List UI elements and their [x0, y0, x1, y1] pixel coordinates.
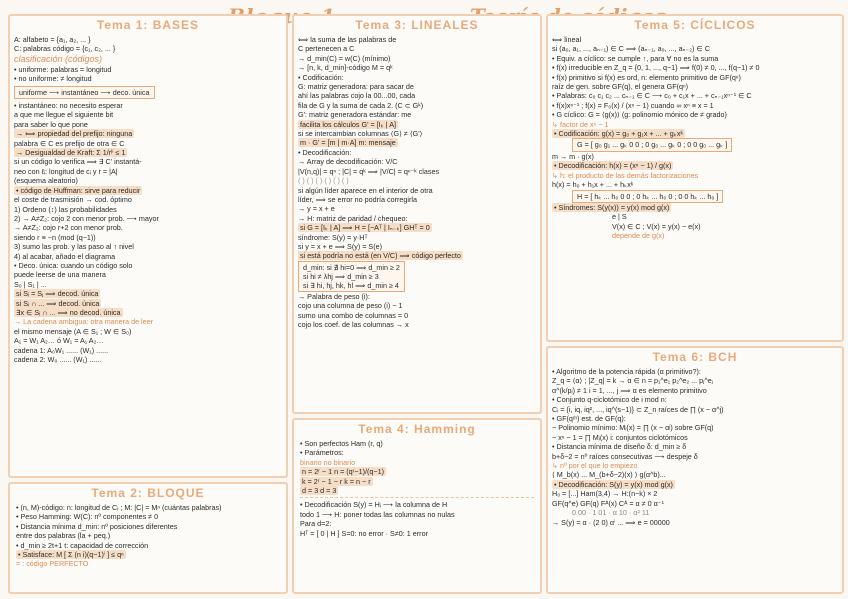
- text-line: • (n, M)-código: n: longitud de Cᵢ ; M: |C| = Mⁿ (cuántas palabras): [16, 503, 222, 512]
- text-line: Cᵢ = {i, iq, iq², ..., iq^(s−1)} ⊂ Z_n raíces de ∏ (x − α^j): [552, 404, 724, 414]
- panel-tema-4: [292, 418, 542, 594]
- text-line: • Algoritmo de la potencia rápida (α primitivo?):: [552, 367, 701, 376]
- highlight: si G = [Iₖ | A] ⟹ H = [−Aᵀ | Iₙ₋ₖ] GHᵀ = 0: [300, 223, 430, 233]
- text-line: [552, 129, 838, 138]
- matrix-box: H = [ hₖ ... h₀ 0 0 ; 0 hₖ ... h₀ 0 ; 0 0 hₖ ... h₀ ]: [572, 190, 723, 203]
- text-line: [552, 161, 838, 170]
- text-line: [298, 223, 536, 232]
- highlight: • Codificación: g(x) = g₀ + g₁x + ... + gₖxᵏ: [554, 129, 683, 139]
- text-line: • Peso Hamming: W(C): nº componentes ≠ 0: [16, 512, 159, 522]
- text-line: G': matriz generadora estándar: me: [298, 110, 412, 120]
- panel-title: Tema 1: BASES: [96, 18, 200, 32]
- text-line: [298, 120, 536, 129]
- text-line: → Array de decodificación: V/C: [298, 157, 398, 167]
- text-line: → Palabra de peso (i):: [298, 291, 370, 301]
- text-line: • d_min ≥ 2t+1 t: capacidad de corrección: [16, 540, 149, 550]
- text-line: C: palabras código = {c₁, c₂, ... }: [14, 44, 116, 54]
- text-line: [14, 129, 282, 138]
- highlight: → ⟺ propiedad del prefijo: ninguna: [16, 129, 133, 139]
- section-content: [10, 35, 286, 364]
- text-line: m → m · g(x): [552, 151, 594, 161]
- text-line: • Palabras: c₀ c₁ c₂ ... cₙ₋₁ ∈ C ⟶ c₀ + c₁x + ... + cₙ₋₁xⁿ⁻¹ ∈ C: [552, 91, 752, 101]
- text-line: si (a₀, a₁, ..., aₙ₋₁) ∈ C ⟹ (aₙ₋₁, a₀, ..., aₙ₋₂) ∈ C: [552, 44, 710, 54]
- text-line: V(x) ∈ C ; V(x) = y(x) − e(x): [612, 221, 701, 231]
- text-line: a que me llegue el siguiente bit: [14, 110, 114, 120]
- text-line: [14, 308, 282, 317]
- panel-title: Tema 5: CÍCLICOS: [634, 18, 756, 32]
- text-line: si se intercambian columnas ⟨G⟩ ≠ ⟨G'⟩: [298, 129, 423, 139]
- text-line: [14, 86, 282, 99]
- highlight: • Satisface: M [ Σ (n i)(q−1)ⁱ ] ≤ qⁿ: [18, 550, 124, 560]
- divider: [300, 497, 534, 498]
- text-line: cadena 1: A₀W₁ ...... (W₁) ......: [14, 345, 109, 355]
- text-line: depende de g(x): [612, 231, 665, 241]
- panel-tema-5: [546, 14, 844, 342]
- text-line: (esquema aleatorio): [14, 176, 78, 186]
- boxed-text: [298, 261, 405, 292]
- highlight: • Decodificación: h(x) = (xⁿ − 1) / g(x): [554, 161, 672, 171]
- text-line: G: matriz generadora: para sacar de: [298, 82, 414, 92]
- text-line: [298, 251, 536, 260]
- text-line: [552, 480, 838, 489]
- section-content: [10, 503, 286, 569]
- text-line: [16, 550, 280, 559]
- text-line: → H: matriz de paridad / chequeo:: [298, 213, 408, 223]
- text-line: si un código lo verifica ⟹ ∃ C' instantá-: [14, 157, 142, 167]
- text-line: [14, 148, 282, 157]
- text-line: [14, 289, 282, 298]
- text-line: Para d=2:: [300, 519, 332, 529]
- text-line: • instantáneo: no necesito esperar: [14, 101, 123, 111]
- text-line: = : código PERFECTO: [16, 559, 89, 569]
- text-line: • Parámetros:: [300, 448, 344, 458]
- text-line: ↳ nº por el que lo empiezo: [552, 461, 638, 471]
- text-line: ⟺ lineal: [552, 35, 582, 44]
- text-line: • Son perfectos Ham (r, q): [300, 439, 383, 448]
- text-line: • f(x)xⁿ⁻¹ ; f(x) = F₀(x) / (xⁿ − 1) cuando ∞ xⁿ ≡ x = 1: [552, 100, 714, 110]
- text-line: • GF(qᵐ) est. de GF(q):: [552, 414, 626, 424]
- highlight: si está podría no está (en V/C) ⟹ código perfecto: [300, 251, 461, 261]
- text-line: [298, 138, 536, 147]
- text-line: si algún líder aparece en el interior de otra: [298, 185, 433, 195]
- panel-tema-3: [292, 14, 542, 414]
- text-line: todo 1 ⟶ H: poner todas las columnas no nulas: [300, 509, 455, 519]
- text-line: |V(n,q)| = qⁿ ; |C| = qᵏ ⟹ |V/C| = qⁿ⁻ᵏ clases: [298, 166, 440, 176]
- highlight: k = 2ʳ − 1 − r k = n − r: [302, 476, 371, 486]
- text-line: síndrome: S(y) = y·Hᵀ: [298, 232, 368, 242]
- text-line: • f(x) primitivo si f(x) es ord, n: elemento primitivo de GF(qⁿ): [552, 72, 741, 82]
- text-line: Z_q = ⟨α⟩ ; |Z_q| = k → α ∈ n = p₁^e₁ p₂^e₂ ... pⱼ^eⱼ: [552, 376, 714, 386]
- panel-title: Tema 3: LINEALES: [355, 18, 479, 32]
- text-line: cadena 2: W₀ ...... (W₁) ......: [14, 355, 102, 364]
- text-line: puede leerse de una manera: [14, 270, 106, 280]
- text-line: raíz de gen. sobre GF(q), el genera GF(qⁿ): [552, 82, 689, 92]
- text-line: siendo r ≡ −n (mod (q−1)): [14, 232, 96, 242]
- text-line: [298, 261, 536, 292]
- text-line: [552, 138, 838, 151]
- text-line: 2) → A≠Z₂: cojo 2 con menor prob. ⟶ mayor: [14, 213, 159, 223]
- text-line: • Equiv. a cíclico: se cumple ↑, para ∀ no es la suma: [552, 53, 719, 63]
- boxed-text: uniforme ⟶ instantáneo ⟶ deco. única: [14, 86, 155, 99]
- highlight: ∃x ∈ Sᵢ ∩ ... ⟹ no decod. única: [16, 307, 121, 317]
- text-line: entre dos palabras (la + peq.): [16, 531, 111, 541]
- text-line: 4) al acabar, añado el diagrama: [14, 251, 116, 261]
- text-line: b+δ−2 = nº raíces consecutivas ⟶ despeje δ: [552, 451, 698, 461]
- panel-title: Tema 4: Hamming: [358, 422, 476, 436]
- text-line: palabra ∈ C es prefijo de otra ∈ C: [14, 138, 125, 148]
- highlight: n = 2ʳ − 1 n = (qʳ−1)/(q−1): [302, 467, 384, 477]
- text-line: binario no binario: [300, 457, 356, 467]
- text-line: • f(x) irreducible en Z_q = {0, 1, ..., q−1} ⟹ f(0) ≠ 0, ..., f(q−1) ≠ 0: [552, 63, 760, 73]
- text-line: ↳ h: el producto de las demás factorizaciones: [552, 170, 699, 180]
- text-line: GF(q^e) GF(q) Fᴬ(x) Cᴬ = α ≠ 0 α⁻¹: [552, 498, 664, 508]
- text-line: • Conjunto q-ciclotómico de i mod n:: [552, 395, 667, 405]
- text-line: el mismo mensaje (A ∈ S₁ ; W ∈ S₀): [14, 326, 132, 336]
- text-line: cojo una columna de peso (i) − 1: [298, 301, 403, 311]
- text-line: el coste de trasmisión → cod. óptimo: [14, 195, 132, 205]
- text-line: → A≠Z₂: cojo r+2 con menor prob.: [14, 223, 123, 233]
- text-line: [300, 477, 534, 486]
- highlight: si Sᵢ ∩ ... ⟹ decod. única: [16, 298, 100, 308]
- text-line: ⟺ la suma de las palabras de: [298, 35, 397, 44]
- text-line: 0 00 · 1 01 · α 10 · α² 11: [572, 508, 650, 518]
- text-line: − xⁿ − 1 = ∏ Mᵢ(x) i: conjuntos ciclotómicos: [552, 432, 688, 442]
- text-line: para saber lo que pone: [14, 119, 88, 129]
- text-line: • Distancia mínima d_min: nº posiciones diferentes: [16, 521, 178, 531]
- highlight: • Decodificación: S(y) = y(x) mod g(x): [554, 479, 673, 489]
- text-line: • no uniforme: ≠ longitud: [14, 74, 92, 84]
- highlight: → Desigualdad de Kraft: Σ 1/rˡⁱ ≤ 1: [16, 148, 126, 158]
- highlight: • código de Huffman: sirve para reducir: [16, 185, 141, 195]
- text-line: [14, 299, 282, 308]
- highlight: d = 3 d = 3: [302, 486, 337, 496]
- dmin-rule: si hi ≠ λhj ⟹ d_min ≥ 3: [303, 271, 379, 281]
- text-line: clasificación (códigos): [14, 53, 103, 64]
- text-line: A₁ = W₁ A₂… ó W₁ = A₁ A₂…: [14, 336, 104, 346]
- highlight: si Sᵢ = Sⱼ ⟹ decod. única: [16, 289, 99, 299]
- text-line: • G cíclico: G = ⟨g(x)⟩ (g: polinomio mónico de ≠ grado): [552, 110, 727, 120]
- text-line: ( ) ( ) ( ) ( ) ( ) ( ): [298, 176, 349, 186]
- text-line: C pertenecen a C: [298, 44, 355, 54]
- text-line: α^(k/pᵢ) ≠ 1 i = 1, ..., j ⟹ α es elemento primitivo: [552, 385, 707, 395]
- text-line: • Codificación:: [298, 72, 344, 82]
- panel-title: Tema 6: BCH: [652, 350, 738, 364]
- text-line: • Deco. única: cuando un código solo: [14, 260, 133, 270]
- text-line: fila de G y la suma de cada 2. (C ⊂ Gᵏ): [298, 100, 424, 110]
- matrix-box: G = [ g₀ g₁ ... gₖ 0 0 ; 0 g₀ ... gₖ 0 ; 0 0 g₀ ... gₖ ]: [572, 138, 732, 151]
- text-line: → [n, k, d_min]-código M = qᵏ: [298, 63, 393, 73]
- text-line: → y = x + e: [298, 204, 335, 214]
- text-line: → La cadena ambigua: otra manera de leer: [14, 317, 154, 327]
- text-line: ↳ factor de xⁿ − 1: [552, 119, 609, 129]
- text-line: si y = x + e ⟹ S(y) = S(e): [298, 241, 382, 251]
- text-line: A: alfabeto = {a₁, a₂, ... }: [14, 35, 91, 44]
- highlight: m · G' = [m | m·A] m: mensaje: [300, 138, 396, 148]
- text-line: − Polinomio mínimo: Mᵢ(x) = ∏ (x − αʲ) sobre GF(q): [552, 423, 714, 433]
- text-line: H₀ = [...] Ham(3,4) → H:(n−k) × 2: [552, 489, 658, 499]
- panel-tema-1: [8, 14, 288, 478]
- text-line: ahí las palabras cojo la 00...00, cada: [298, 91, 416, 101]
- text-line: cojo los coef. de las columnas → x: [298, 319, 409, 329]
- text-line: S₀ | S₁ | ...: [14, 279, 47, 289]
- text-line: → d_min(C) = w(C) (mínimo): [298, 53, 391, 63]
- text-line: Hᵀ = [ 0 | H ] S=0: no error · S≠0: 1 error: [300, 528, 428, 538]
- section-content: [294, 439, 540, 538]
- panel-title: Tema 2: BLOQUE: [91, 486, 205, 500]
- text-line: [300, 467, 534, 476]
- text-line: sumo una combo de columnas = 0: [298, 310, 409, 320]
- text-line: ⟨ M_b(x) ... M_(b+δ−2)(x) ⟩ g(α^b)...: [552, 470, 666, 480]
- section-content: [294, 35, 540, 329]
- dmin-rule: si ∃ hi, hj, hk, hl ⟹ d_min ≥ 4: [303, 280, 399, 290]
- text-line: líder, ⟹ se error no podría corregirla: [298, 194, 417, 204]
- panel-tema-6: [546, 346, 844, 594]
- text-line: e | S: [612, 212, 627, 222]
- dmin-rule: d_min: si ∄ hi=0 ⟹ d_min ≥ 2: [303, 262, 400, 272]
- text-line: [552, 203, 838, 212]
- text-line: • Decodificación:: [298, 147, 352, 157]
- text-line: [14, 186, 282, 195]
- text-line: • Decodificación S(y) = Hᵢ ⟶ la columna de H: [300, 500, 448, 510]
- text-line: 1) Ordeno (↕) las probabilidades: [14, 204, 117, 214]
- text-line: [300, 486, 534, 495]
- highlight: • Síndromes: S(y(x)) = y(x) mod g(x): [554, 202, 670, 212]
- text-line: • Distancia mínima de diseño δ: d_min ≥ δ: [552, 442, 687, 452]
- text-line: [552, 190, 838, 203]
- panel-tema-2: [8, 482, 288, 594]
- text-line: • uniforme: palabras = longitud: [14, 64, 112, 74]
- highlight: facilita los cálculos G' = [Iₖ | A]: [300, 119, 396, 129]
- text-line: 3) sumo las prob. y las paso al ↑ nivel: [14, 242, 134, 252]
- section-content: [548, 35, 842, 241]
- text-line: neo con ℓᵢ: longitud de cᵢ y r = |A|: [14, 166, 118, 176]
- text-line: h(x) = h₀ + h₁x + ... + hₖxᵏ: [552, 180, 634, 190]
- text-line: → S(y) = α · (2 0) αⁱ ... ⟹ e = 00000: [552, 517, 670, 527]
- section-content: [548, 367, 842, 527]
